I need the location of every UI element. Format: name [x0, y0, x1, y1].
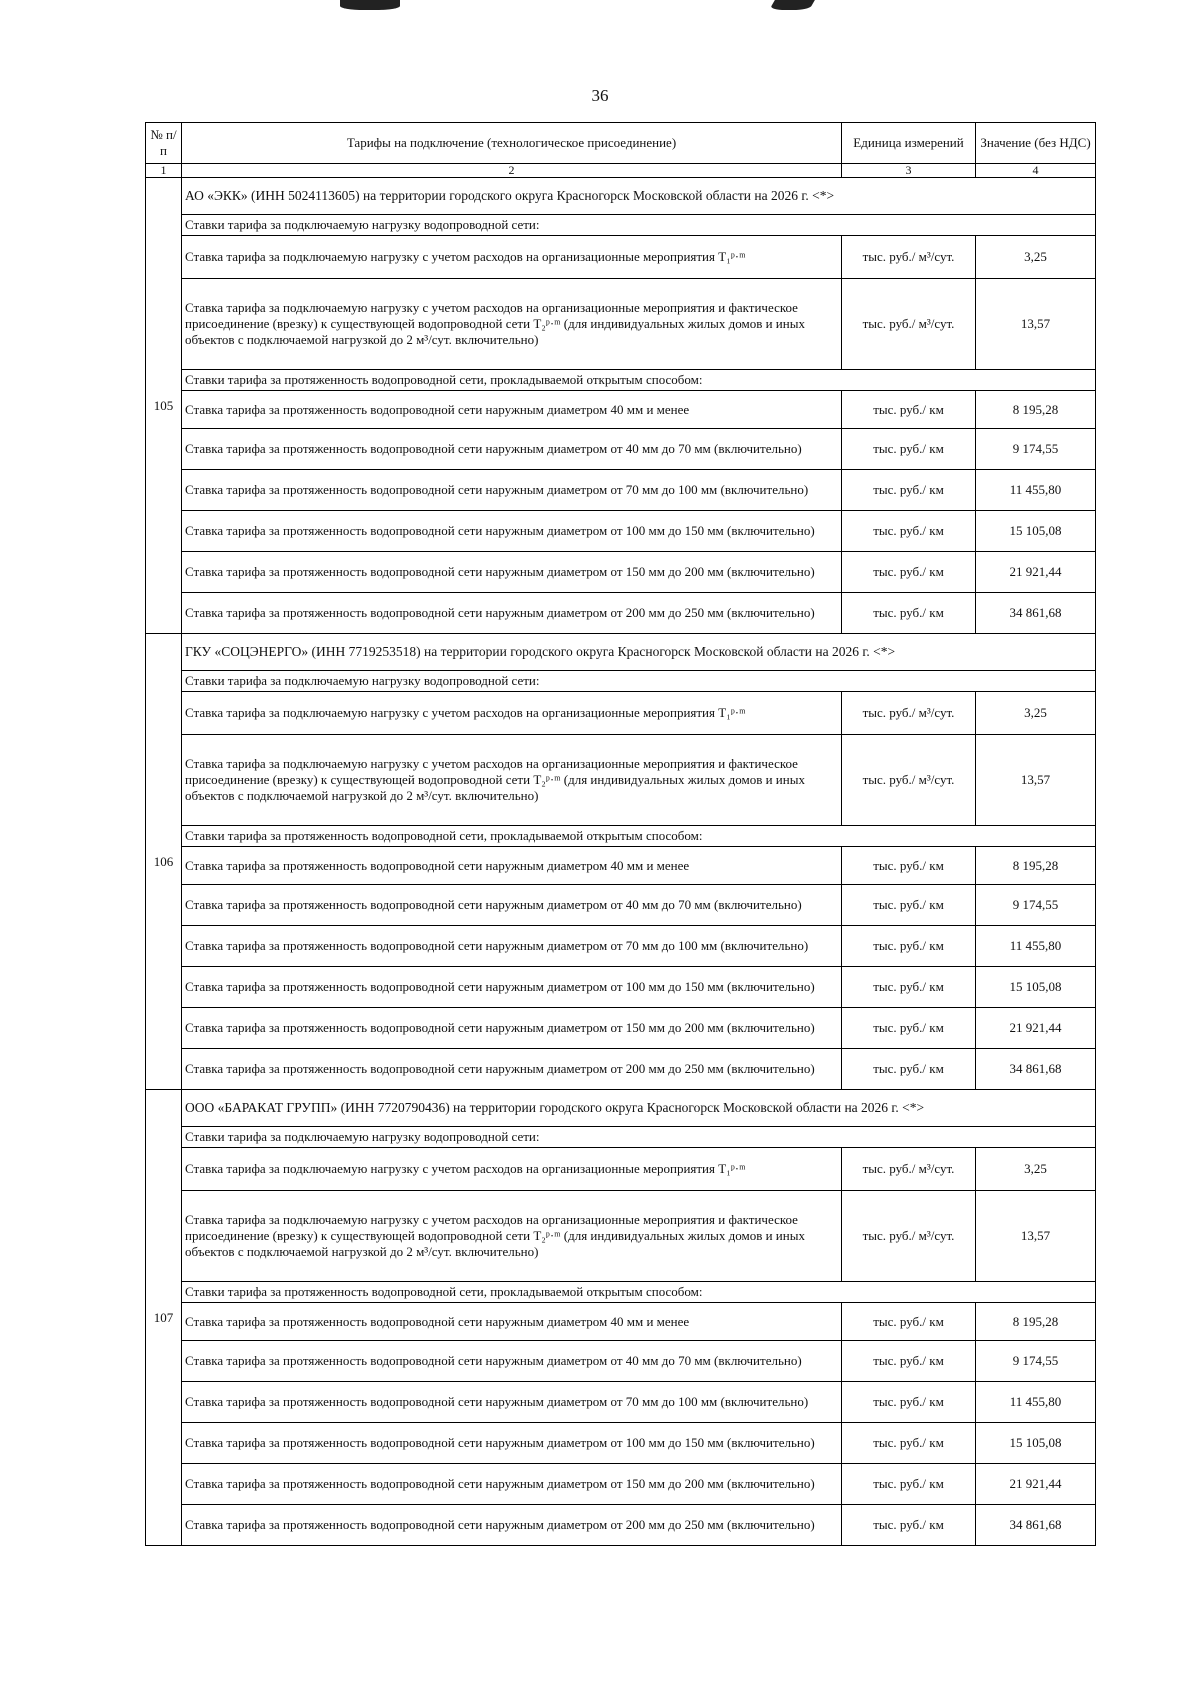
rate-unit: тыс. руб./ м³/сут.	[842, 1191, 976, 1282]
rate-unit: тыс. руб./ км	[842, 1382, 976, 1423]
load-subheading-row	[146, 215, 1096, 236]
length-subheading: Ставки тарифа за протяженность водопроводной сети, прокладываемой открытым способом:	[182, 826, 1096, 847]
organization-title: ГКУ «СОЦЭНЕРГО» (ИНН 7719253518) на территории городского округа Красногорск Московской области на 2026 г. <*>	[182, 634, 1096, 671]
rate-description: Ставка тарифа за подключаемую нагрузку с учетом расходов на организационные мероприятия T₁ᵖ·ᵐ	[182, 692, 842, 735]
rate-description: Ставка тарифа за протяженность водопроводной сети наружным диаметром от 150 мм до 200 мм (включительно)	[182, 1008, 842, 1049]
tariff-table	[145, 122, 1096, 1546]
rate-description: Ставка тарифа за протяженность водопроводной сети наружным диаметром от 100 мм до 150 мм (включительно)	[182, 511, 842, 552]
table-header-row	[146, 123, 1096, 164]
rate-value: 13,57	[976, 279, 1096, 370]
rate-value: 8 195,28	[976, 847, 1096, 885]
column-number: 1	[146, 164, 182, 178]
rate-value: 15 105,08	[976, 511, 1096, 552]
table-row	[146, 1303, 1096, 1341]
rate-value: 13,57	[976, 1191, 1096, 1282]
rate-description: Ставка тарифа за подключаемую нагрузку с учетом расходов на организационные мероприятия T₁ᵖ·ᵐ	[182, 236, 842, 279]
rate-unit: тыс. руб./ км	[842, 1341, 976, 1382]
load-subheading: Ставки тарифа за подключаемую нагрузку водопроводной сети:	[182, 215, 1096, 236]
rate-value: 11 455,80	[976, 1382, 1096, 1423]
rate-unit: тыс. руб./ км	[842, 1505, 976, 1546]
rate-value: 34 861,68	[976, 1049, 1096, 1090]
load-subheading-row	[146, 1127, 1096, 1148]
rate-description: Ставка тарифа за протяженность водопроводной сети наружным диаметром 40 мм и менее	[182, 1303, 842, 1341]
scan-artifact	[340, 0, 400, 10]
rate-description: Ставка тарифа за протяженность водопроводной сети наружным диаметром от 40 мм до 70 мм (включительно)	[182, 885, 842, 926]
table-row	[146, 511, 1096, 552]
rate-description: Ставка тарифа за протяженность водопроводной сети наружным диаметром от 40 мм до 70 мм (включительно)	[182, 1341, 842, 1382]
page-number: 36	[591, 86, 609, 105]
rate-value: 15 105,08	[976, 1423, 1096, 1464]
scan-artifact	[769, 0, 815, 10]
rate-unit: тыс. руб./ км	[842, 552, 976, 593]
rate-description: Ставка тарифа за подключаемую нагрузку с учетом расходов на организационные мероприятия и фактическое присоединение (врезку) к существующей водопроводной сети T₂ᵖ·ᵐ (для индивидуальных жилых домов и иных объектов с подключаемой нагрузкой до 2 м³/сут. включительно)	[182, 735, 842, 826]
rate-unit: тыс. руб./ м³/сут.	[842, 1148, 976, 1191]
rate-value: 34 861,68	[976, 1505, 1096, 1546]
rate-value: 9 174,55	[976, 429, 1096, 470]
rate-value: 21 921,44	[976, 552, 1096, 593]
rate-description: Ставка тарифа за подключаемую нагрузку с учетом расходов на организационные мероприятия и фактическое присоединение (врезку) к существующей водопроводной сети T₂ᵖ·ᵐ (для индивидуальных жилых домов и иных объектов с подключаемой нагрузкой до 2 м³/сут. включительно)	[182, 279, 842, 370]
rate-unit: тыс. руб./ км	[842, 429, 976, 470]
rate-unit: тыс. руб./ км	[842, 1049, 976, 1090]
rate-value: 9 174,55	[976, 885, 1096, 926]
rate-value: 11 455,80	[976, 470, 1096, 511]
table-row	[146, 1382, 1096, 1423]
rate-description: Ставка тарифа за протяженность водопроводной сети наружным диаметром от 100 мм до 150 мм (включительно)	[182, 1423, 842, 1464]
table-row	[146, 593, 1096, 634]
table-row	[146, 391, 1096, 429]
rate-value: 11 455,80	[976, 926, 1096, 967]
length-subheading-row	[146, 370, 1096, 391]
rate-description: Ставка тарифа за протяженность водопроводной сети наружным диаметром от 70 мм до 100 мм (включительно)	[182, 926, 842, 967]
table-row	[146, 236, 1096, 279]
rate-description: Ставка тарифа за подключаемую нагрузку с учетом расходов на организационные мероприятия T₁ᵖ·ᵐ	[182, 1148, 842, 1191]
header-value: Значение (без НДС)	[976, 123, 1096, 164]
table-row	[146, 885, 1096, 926]
table-row	[146, 1423, 1096, 1464]
column-number: 4	[976, 164, 1096, 178]
rate-unit: тыс. руб./ км	[842, 847, 976, 885]
rate-unit: тыс. руб./ м³/сут.	[842, 735, 976, 826]
rate-description: Ставка тарифа за протяженность водопроводной сети наружным диаметром от 150 мм до 200 мм (включительно)	[182, 1464, 842, 1505]
rate-unit: тыс. руб./ км	[842, 391, 976, 429]
load-subheading: Ставки тарифа за подключаемую нагрузку водопроводной сети:	[182, 671, 1096, 692]
table-row	[146, 552, 1096, 593]
rate-unit: тыс. руб./ м³/сут.	[842, 236, 976, 279]
rate-description: Ставка тарифа за протяженность водопроводной сети наружным диаметром от 200 мм до 250 мм (включительно)	[182, 1505, 842, 1546]
section-index: 106	[146, 634, 182, 1090]
section-header-row	[146, 1090, 1096, 1127]
table-row	[146, 967, 1096, 1008]
rate-description: Ставка тарифа за протяженность водопроводной сети наружным диаметром от 200 мм до 250 мм (включительно)	[182, 593, 842, 634]
table-row	[146, 1049, 1096, 1090]
column-number: 2	[182, 164, 842, 178]
rate-description: Ставка тарифа за протяженность водопроводной сети наружным диаметром 40 мм и менее	[182, 847, 842, 885]
table-row	[146, 1008, 1096, 1049]
section-header-row	[146, 178, 1096, 215]
table-row	[146, 692, 1096, 735]
column-number: 3	[842, 164, 976, 178]
table-row	[146, 429, 1096, 470]
table-row	[146, 279, 1096, 370]
table-row	[146, 1341, 1096, 1382]
rate-unit: тыс. руб./ км	[842, 593, 976, 634]
table-row	[146, 847, 1096, 885]
header-index: № п/п	[146, 123, 182, 164]
length-subheading: Ставки тарифа за протяженность водопроводной сети, прокладываемой открытым способом:	[182, 370, 1096, 391]
length-subheading-row	[146, 826, 1096, 847]
rate-unit: тыс. руб./ км	[842, 1423, 976, 1464]
rate-value: 3,25	[976, 236, 1096, 279]
rate-unit: тыс. руб./ м³/сут.	[842, 692, 976, 735]
table-row	[146, 735, 1096, 826]
rate-value: 8 195,28	[976, 391, 1096, 429]
load-subheading-row	[146, 671, 1096, 692]
table-row	[146, 926, 1096, 967]
rate-description: Ставка тарифа за протяженность водопроводной сети наружным диаметром от 70 мм до 100 мм (включительно)	[182, 1382, 842, 1423]
table-row	[146, 1464, 1096, 1505]
table-row	[146, 470, 1096, 511]
rate-value: 15 105,08	[976, 967, 1096, 1008]
rate-value: 21 921,44	[976, 1008, 1096, 1049]
rate-description: Ставка тарифа за протяженность водопроводной сети наружным диаметром от 200 мм до 250 мм (включительно)	[182, 1049, 842, 1090]
rate-unit: тыс. руб./ км	[842, 1303, 976, 1341]
rate-description: Ставка тарифа за протяженность водопроводной сети наружным диаметром от 40 мм до 70 мм (включительно)	[182, 429, 842, 470]
rate-value: 21 921,44	[976, 1464, 1096, 1505]
table-row	[146, 1148, 1096, 1191]
rate-unit: тыс. руб./ км	[842, 1008, 976, 1049]
length-subheading-row	[146, 1282, 1096, 1303]
section-index: 105	[146, 178, 182, 634]
rate-unit: тыс. руб./ км	[842, 885, 976, 926]
organization-title: АО «ЭКК» (ИНН 5024113605) на территории городского округа Красногорск Московской области на 2026 г. <*>	[182, 178, 1096, 215]
rate-value: 8 195,28	[976, 1303, 1096, 1341]
rate-description: Ставка тарифа за протяженность водопроводной сети наружным диаметром от 70 мм до 100 мм (включительно)	[182, 470, 842, 511]
load-subheading: Ставки тарифа за подключаемую нагрузку водопроводной сети:	[182, 1127, 1096, 1148]
rate-unit: тыс. руб./ км	[842, 926, 976, 967]
rate-value: 3,25	[976, 1148, 1096, 1191]
rate-description: Ставка тарифа за протяженность водопроводной сети наружным диаметром 40 мм и менее	[182, 391, 842, 429]
rate-value: 3,25	[976, 692, 1096, 735]
table-row	[146, 1191, 1096, 1282]
rate-unit: тыс. руб./ км	[842, 1464, 976, 1505]
header-tariff: Тарифы на подключение (технологическое присоединение)	[182, 123, 842, 164]
rate-unit: тыс. руб./ км	[842, 511, 976, 552]
rate-value: 9 174,55	[976, 1341, 1096, 1382]
organization-title: ООО «БАРАКАТ ГРУПП» (ИНН 7720790436) на территории городского округа Красногорск Московской области на 2026 г. <*>	[182, 1090, 1096, 1127]
rate-description: Ставка тарифа за протяженность водопроводной сети наружным диаметром от 100 мм до 150 мм (включительно)	[182, 967, 842, 1008]
rate-description: Ставка тарифа за подключаемую нагрузку с учетом расходов на организационные мероприятия и фактическое присоединение (врезку) к существующей водопроводной сети T₂ᵖ·ᵐ (для индивидуальных жилых домов и иных объектов с подключаемой нагрузкой до 2 м³/сут. включительно)	[182, 1191, 842, 1282]
rate-description: Ставка тарифа за протяженность водопроводной сети наружным диаметром от 150 мм до 200 мм (включительно)	[182, 552, 842, 593]
rate-unit: тыс. руб./ м³/сут.	[842, 279, 976, 370]
rate-unit: тыс. руб./ км	[842, 967, 976, 1008]
rate-value: 34 861,68	[976, 593, 1096, 634]
header-unit: Единица измерений	[842, 123, 976, 164]
length-subheading: Ставки тарифа за протяженность водопроводной сети, прокладываемой открытым способом:	[182, 1282, 1096, 1303]
rate-unit: тыс. руб./ км	[842, 470, 976, 511]
rate-value: 13,57	[976, 735, 1096, 826]
section-header-row	[146, 634, 1096, 671]
table-row	[146, 1505, 1096, 1546]
section-index: 107	[146, 1090, 182, 1546]
column-number-row	[146, 164, 1096, 178]
